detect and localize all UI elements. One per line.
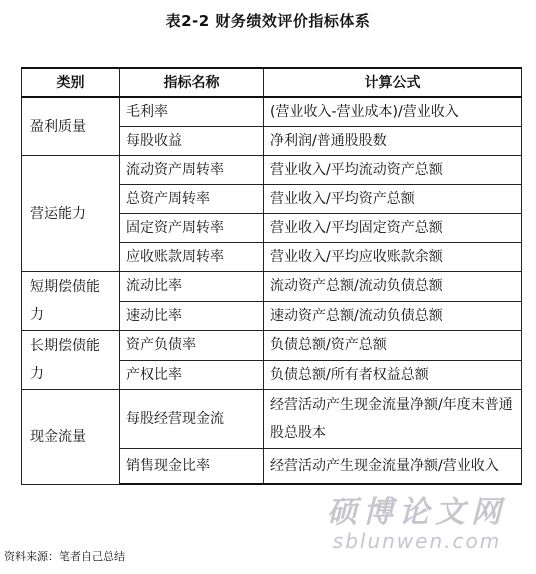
- formula-cell: 经营活动产生现金流量净额/营业收入: [264, 449, 522, 485]
- formula-cell: 经营活动产生现金流量净额/年度末普通股总股本: [264, 390, 522, 449]
- column-header-formula: 计算公式: [264, 68, 522, 97]
- indicator-cell: 流动资产周转率: [120, 156, 264, 185]
- indicator-cell: 总资产周转率: [120, 185, 264, 214]
- indicator-cell: 流动比率: [120, 272, 264, 302]
- formula-cell: 负债总额/资产总额: [264, 331, 522, 361]
- table-row: [22, 272, 522, 302]
- formula-cell: 营业收入/平均固定资产总额: [264, 214, 522, 243]
- formula-cell: 营业收入/平均流动资产总额: [264, 156, 522, 185]
- indicator-cell: 每股收益: [120, 127, 264, 156]
- table-row: [22, 331, 522, 361]
- formula-cell: 负债总额/所有者权益总额: [264, 360, 522, 390]
- watermark: [300, 496, 534, 552]
- metrics-table: [21, 67, 522, 485]
- column-header-category: 类别: [22, 68, 120, 97]
- category-cell: 营运能力: [22, 156, 120, 272]
- category-cell: 现金流量: [22, 390, 120, 485]
- formula-cell: (营业收入-营业成本)/营业收入: [264, 97, 522, 127]
- indicator-cell: 毛利率: [120, 97, 264, 127]
- table-header-row: [22, 68, 522, 97]
- table-row: [22, 156, 522, 185]
- indicator-cell: 固定资产周转率: [120, 214, 264, 243]
- watermark-logo-text: 硕博论文网: [327, 495, 507, 530]
- table-row: [22, 390, 522, 449]
- indicator-cell: 每股经营现金流: [120, 390, 264, 449]
- category-cell: 盈利质量: [22, 97, 120, 156]
- formula-cell: 净利润/普通股股数: [264, 127, 522, 156]
- formula-cell: 营业收入/平均应收账款余额: [264, 243, 522, 272]
- indicator-cell: 速动比率: [120, 301, 264, 331]
- category-cell: 短期偿债能力: [22, 272, 120, 331]
- column-header-indicator: 指标名称: [120, 68, 264, 97]
- formula-cell: 营业收入/平均资产总额: [264, 185, 522, 214]
- indicator-cell: 销售现金比率: [120, 449, 264, 485]
- table-title: 表2-2 财务绩效评价指标体系: [165, 12, 371, 30]
- watermark-url-text: sblunwen.com: [332, 529, 502, 553]
- table-row: [22, 97, 522, 127]
- indicator-cell: 产权比率: [120, 360, 264, 390]
- indicator-cell: 资产负债率: [120, 331, 264, 361]
- source-note: 资料来源：笔者自己总结: [4, 550, 125, 563]
- formula-cell: 流动资产总额/流动负债总额: [264, 272, 522, 302]
- indicator-cell: 应收账款周转率: [120, 243, 264, 272]
- category-cell: 长期偿债能力: [22, 331, 120, 390]
- formula-cell: 速动资产总额/流动负债总额: [264, 301, 522, 331]
